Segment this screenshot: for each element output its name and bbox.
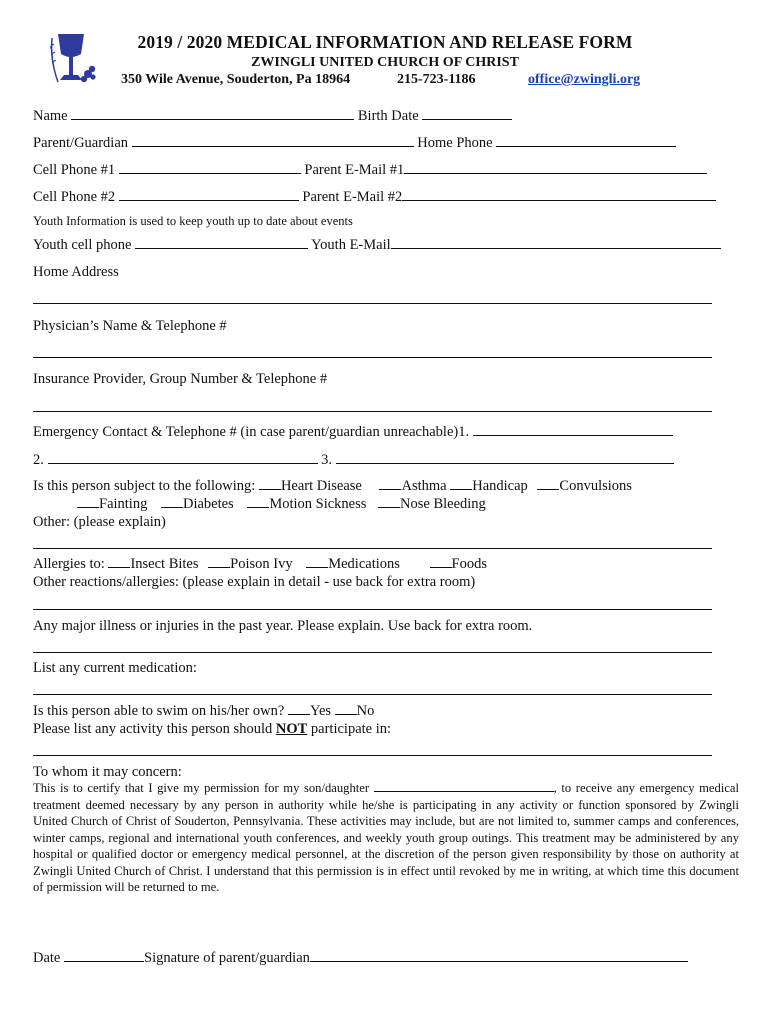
swim-row — [33, 703, 374, 720]
heart-disease-checkbox[interactable] — [259, 478, 281, 490]
parent-guardian-label: Parent/Guardian — [33, 135, 129, 151]
birth-date-field[interactable] — [422, 108, 512, 120]
name-label: Name — [33, 108, 68, 124]
conditions-row-1 — [33, 478, 632, 495]
emergency-row-2 — [33, 452, 674, 469]
fainting-label: Fainting — [99, 496, 148, 512]
physician-field[interactable] — [33, 357, 712, 358]
parent-email-1-label: Parent E-Mail #1 — [304, 162, 405, 178]
insect-bites-label: Insect Bites — [130, 556, 199, 572]
swim-yes-checkbox[interactable] — [288, 703, 310, 715]
activity-label-pre: Please list any activity this person should — [33, 721, 273, 737]
foods-checkbox[interactable] — [430, 556, 452, 568]
convulsions-label: Convulsions — [559, 478, 632, 494]
release-statement — [33, 780, 739, 896]
activity-field[interactable] — [33, 755, 712, 756]
conditions-other-label: Other: (please explain) — [33, 514, 166, 530]
handicap-checkbox[interactable] — [450, 478, 472, 490]
conditions-prompt: Is this person subject to the following: — [33, 478, 256, 494]
illness-label: Any major illness or injuries in the past year. Please explain. Use back for extra room. — [33, 618, 533, 634]
allergies-prompt: Allergies to: — [33, 556, 105, 572]
parent-email-1-field[interactable] — [404, 162, 707, 174]
home-phone-label: Home Phone — [417, 135, 493, 151]
birth-date-label: Birth Date — [357, 108, 419, 124]
cell1-row — [33, 162, 707, 179]
nose-bleeding-label: Nose Bleeding — [400, 496, 486, 512]
swim-yes-label: Yes — [309, 703, 332, 719]
emergency-contact-1-field[interactable] — [473, 424, 673, 436]
youth-cell-label: Youth cell phone — [33, 237, 132, 253]
emergency-3-label: 3. — [321, 452, 332, 468]
church-address: 350 Wile Avenue, Souderton, Pa 18964 — [121, 72, 351, 87]
church-email-link[interactable]: office@zwingli.org — [528, 72, 641, 87]
nose-bleeding-checkbox[interactable] — [378, 496, 400, 508]
swim-no-label: No — [356, 703, 375, 719]
emergency-contact-label: Emergency Contact & Telephone # (in case parent/guardian unreachable)1. — [33, 424, 470, 440]
cell2-row — [33, 189, 716, 206]
diabetes-checkbox[interactable] — [161, 496, 183, 508]
insect-bites-checkbox[interactable] — [108, 556, 130, 568]
convulsions-checkbox[interactable] — [537, 478, 559, 490]
asthma-label: Asthma — [401, 478, 447, 494]
date-label: Date — [33, 950, 61, 966]
signature-row — [33, 950, 688, 967]
release-text-part-1: This is to certify that I give my permission for my son/daughter — [33, 781, 370, 795]
home-phone-field[interactable] — [496, 135, 676, 147]
poison-ivy-checkbox[interactable] — [208, 556, 230, 568]
cell-phone-1-field[interactable] — [119, 162, 301, 174]
name-row — [33, 108, 512, 125]
diabetes-label: Diabetes — [182, 496, 234, 512]
allergies-row — [33, 556, 487, 573]
allergies-other-label: Other reactions/allergies: (please explain in detail - use back for extra room) — [33, 574, 476, 590]
parent-email-2-label: Parent E-Mail #2 — [302, 189, 403, 205]
youth-email-label: Youth E-Mail — [311, 237, 391, 253]
fainting-checkbox[interactable] — [77, 496, 99, 508]
conditions-row-2 — [77, 496, 486, 513]
church-phone: 215-723-1186 — [397, 72, 476, 87]
name-field[interactable] — [71, 108, 354, 120]
cell-phone-1-label: Cell Phone #1 — [33, 162, 116, 178]
emergency-contact-3-field[interactable] — [336, 452, 674, 464]
swim-no-checkbox[interactable] — [335, 703, 357, 715]
emergency-row — [33, 424, 673, 441]
date-field[interactable] — [64, 950, 144, 962]
signature-label: Signature of parent/guardian — [144, 950, 310, 966]
activity-not-emphasis: NOT — [275, 721, 308, 737]
signature-field[interactable] — [310, 950, 688, 962]
cell-phone-2-label: Cell Phone #2 — [33, 189, 116, 205]
swim-question: Is this person able to swim on his/her own? — [33, 703, 285, 719]
illness-field[interactable] — [33, 652, 712, 653]
emergency-2-label: 2. — [33, 452, 44, 468]
medication-label: List any current medication: — [33, 660, 197, 676]
handicap-label: Handicap — [472, 478, 528, 494]
medication-field[interactable] — [33, 694, 712, 695]
motion-sickness-checkbox[interactable] — [247, 496, 269, 508]
conditions-other-field[interactable] — [33, 548, 712, 549]
parent-email-2-field[interactable] — [402, 189, 716, 201]
heart-disease-label: Heart Disease — [280, 478, 362, 494]
home-address-label: Home Address — [33, 264, 119, 280]
emergency-contact-2-field[interactable] — [48, 452, 318, 464]
parent-guardian-field[interactable] — [132, 135, 414, 147]
medications-checkbox[interactable] — [306, 556, 328, 568]
release-salutation: To whom it may concern: — [33, 764, 182, 780]
insurance-field[interactable] — [33, 411, 712, 412]
activity-row — [33, 721, 391, 738]
home-address-field[interactable] — [33, 303, 712, 304]
youth-row — [33, 237, 721, 254]
youth-cell-field[interactable] — [135, 237, 308, 249]
foods-label: Foods — [451, 556, 487, 572]
form-title: 2019 / 2020 MEDICAL INFORMATION AND RELEASE FORM — [137, 32, 633, 52]
insurance-label: Insurance Provider, Group Number & Telephone # — [33, 371, 328, 387]
release-text-part-2: , to receive any emergency medical treatment deemed necessary by any person in authority while he/she is participating in any activity or function sponsored by Zwingli United Church of Christ of Souderton, Pennsylvania. These activities may include, but are not limited to, summer camps and conferences, winter camps, regional and international youth conferences, and weekly youth group outings. This treatment may be administered by any hospital or qualified doctor or emergency medical personnel, at the discretion of the person given responsibility by those on authority at Zwingli United Church of Christ. I understand that this permission is in effect until revoked by me in writing, at which time this document of permission will be returned to me. — [33, 781, 739, 894]
son-daughter-name-field[interactable] — [374, 780, 554, 792]
church-name: ZWINGLI UNITED CHURCH OF CHRIST — [251, 55, 519, 70]
physician-label: Physician’s Name & Telephone # — [33, 318, 227, 334]
allergies-other-field[interactable] — [33, 609, 712, 610]
youth-email-field[interactable] — [391, 237, 721, 249]
asthma-checkbox[interactable] — [379, 478, 401, 490]
poison-ivy-label: Poison Ivy — [230, 556, 293, 572]
parent-row — [33, 135, 676, 152]
motion-sickness-label: Motion Sickness — [269, 496, 367, 512]
cell-phone-2-field[interactable] — [119, 189, 299, 201]
medications-label: Medications — [328, 556, 400, 572]
youth-info-note: Youth Information is used to keep youth up to date about events — [33, 214, 353, 228]
activity-label-post: participate in: — [310, 721, 392, 737]
